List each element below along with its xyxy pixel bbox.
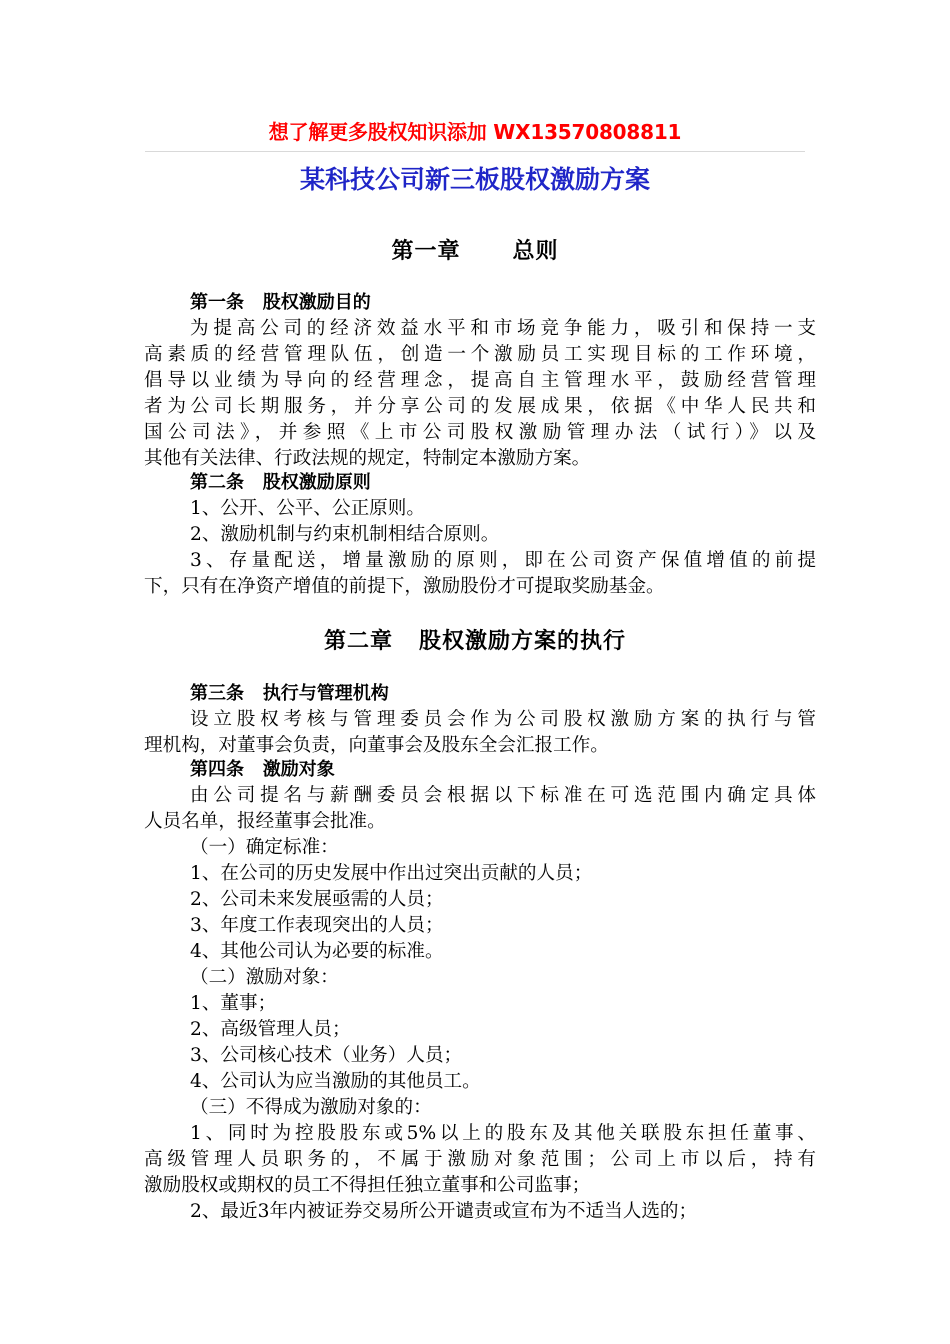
- header-divider: [145, 151, 805, 152]
- paragraph-line: 激励股权或期权的员工不得担任独立董事和公司监事；: [144, 1175, 591, 1196]
- list-item: （三）不得成为激励对象的：: [190, 1097, 432, 1118]
- paragraph-line: 设立股权考核与管理委员会作为公司股权激励方案的执行与管: [190, 709, 816, 730]
- list-item: 1、在公司的历史发展中作出过突出贡献的人员；: [190, 863, 593, 884]
- article-heading-2: 第二条 股权激励原则: [190, 472, 371, 493]
- list-item: 3、公司核心技术（业务）人员；: [190, 1045, 463, 1066]
- paragraph-line: 理机构，对董事会负责，向董事会及股东全会汇报工作。: [144, 735, 609, 756]
- paragraph-line: 由公司提名与薪酬委员会根据以下标准在可选范围内确定具体: [190, 785, 816, 806]
- list-item: 3、存量配送，增量激励的原则，即在公司资产保值增值的前提: [190, 550, 816, 571]
- chapter-heading-2: 第二章 股权激励方案的执行: [324, 628, 626, 654]
- paragraph-line: 倡导以业绩为导向的经营理念，提高自主管理水平，鼓励经营管理: [144, 370, 816, 391]
- paragraph-line: 为提高公司的经济效益水平和市场竞争能力，吸引和保持一支: [190, 318, 816, 339]
- document-title: 某科技公司新三板股权激励方案: [299, 165, 650, 194]
- list-item: （二）激励对象：: [190, 967, 339, 988]
- paragraph-line: 国公司法》，并参照《上市公司股权激励管理办法（试行）》以及: [144, 422, 816, 443]
- list-item: 4、其他公司认为必要的标准。: [190, 941, 444, 962]
- article-heading-4: 第四条 激励对象: [190, 759, 335, 780]
- list-item: 1、董事；: [190, 993, 277, 1014]
- paragraph-line: 人员名单，报经董事会批准。: [144, 811, 386, 832]
- list-item: 3、年度工作表现突出的人员；: [190, 915, 444, 936]
- paragraph-line: 其他有关法律、行政法规的规定，特制定本激励方案。: [144, 448, 591, 469]
- list-item: （一）确定标准：: [190, 837, 339, 858]
- article-heading-3: 第三条 执行与管理机构: [190, 683, 389, 704]
- article-heading-1: 第一条 股权激励目的: [190, 292, 371, 313]
- chapter-heading-1: 第一章 总则: [391, 238, 559, 264]
- list-item: 2、最近3年内被证券交易所公开谴责或宣布为不适当人选的；: [190, 1201, 698, 1222]
- list-item: 2、高级管理人员；: [190, 1019, 351, 1040]
- promo-banner: 想了解更多股权知识添加 WX13570808811: [268, 120, 682, 144]
- paragraph-line: 高素质的经营管理队伍，创造一个激励员工实现目标的工作环境，: [144, 344, 816, 365]
- paragraph-line: 下，只有在净资产增值的前提下，激励股份才可提取奖励基金。: [144, 576, 665, 597]
- paragraph-line: 者为公司长期服务，并分享公司的发展成果，依据《中华人民共和: [144, 396, 816, 417]
- list-item: 1、公开、公平、公正原则。: [190, 498, 425, 519]
- list-item: 4、公司认为应当激励的其他员工。: [190, 1071, 481, 1092]
- list-item: 2、公司未来发展亟需的人员；: [190, 889, 444, 910]
- list-item: 1、同时为控股股东或5%以上的股东及其他关联股东担任董事、: [190, 1123, 816, 1144]
- paragraph-line: 高级管理人员职务的，不属于激励对象范围；公司上市以后，持有: [144, 1149, 816, 1170]
- list-item: 2、激励机制与约束机制相结合原则。: [190, 524, 500, 545]
